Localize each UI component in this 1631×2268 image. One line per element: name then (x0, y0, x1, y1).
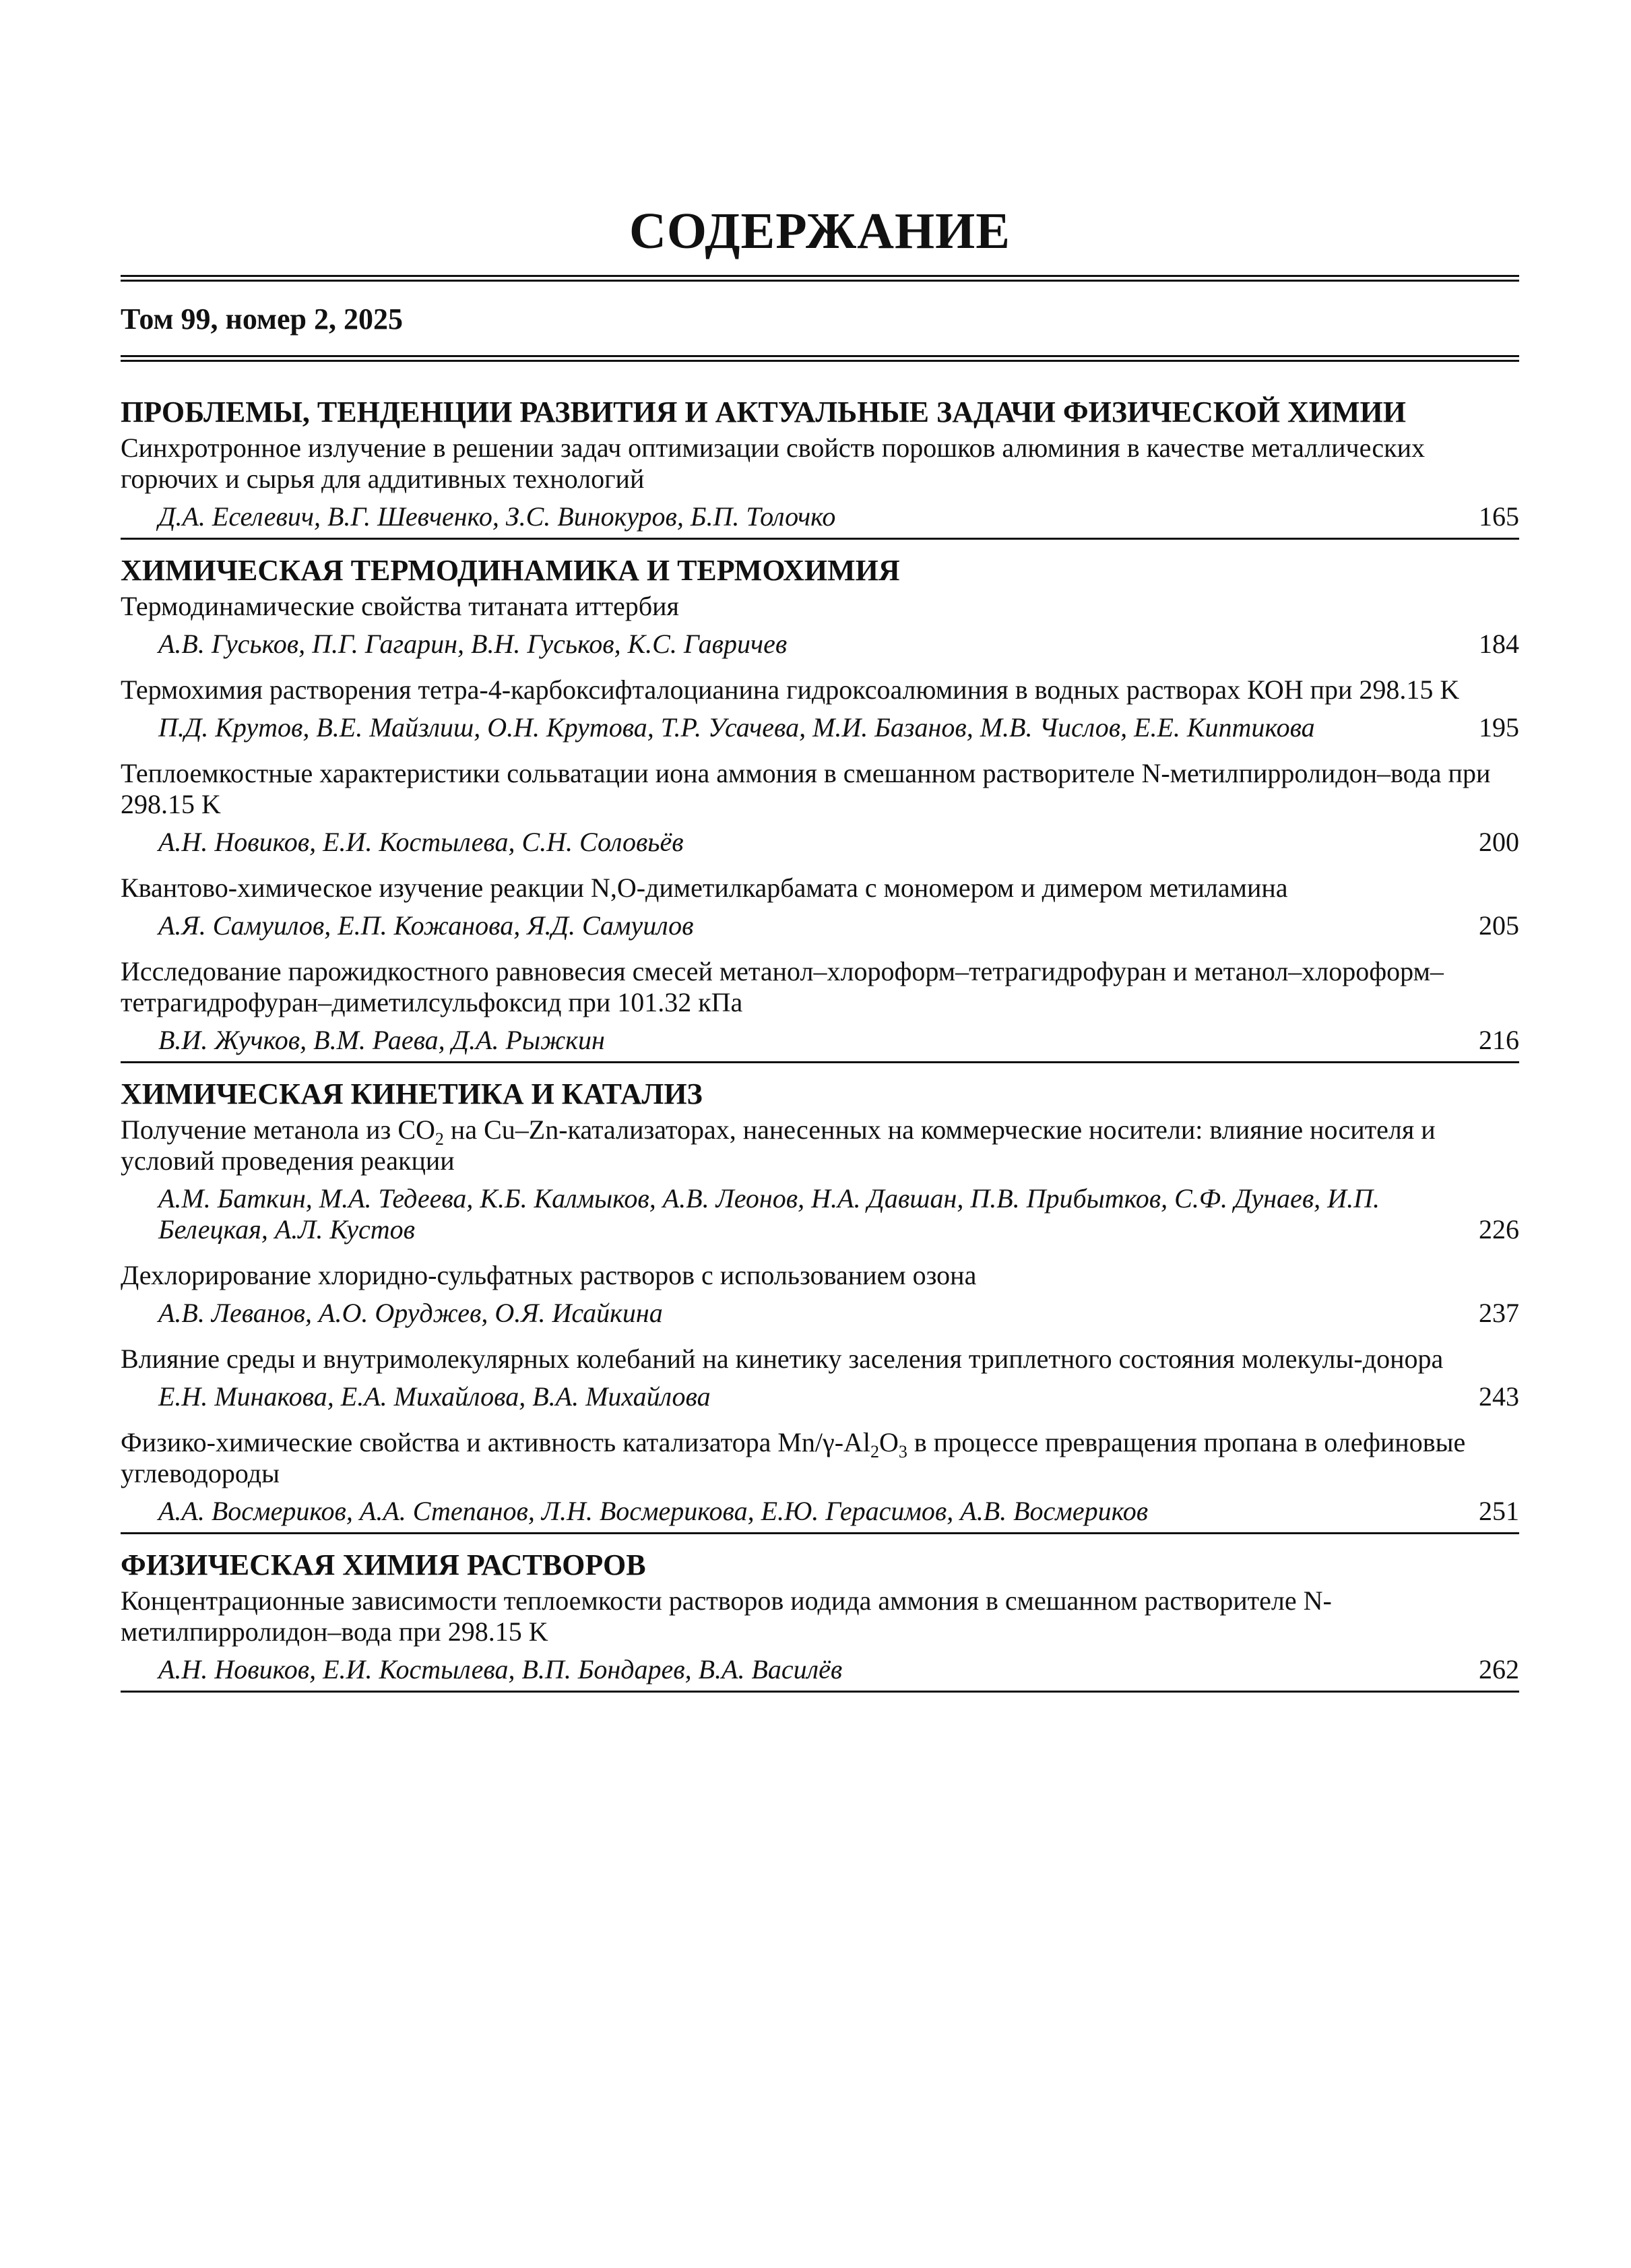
article-title: Получение метанола из $CO_2$ на Cu–Zn-катализаторах, нанесенных на коммерческие носители: влияние носителя и условий проведения реакции (121, 1114, 1436, 1176)
page-number: 205 (1479, 910, 1519, 941)
article-authors: П.Д. Крутов, В.Е. Майзлиш, О.Н. Крутова, Т.Р. Усачева, М.И. Базанов, М.В. Числов, Е.Е. Киптикова (158, 712, 1315, 743)
article-title: Термохимия растворения тетра-4-карбоксифталоцианина гидроксоалюминия в водных растворах КОН при 298.15 K (121, 674, 1460, 705)
article-entry[interactable] (121, 1260, 1519, 1329)
article-entry[interactable] (121, 758, 1519, 858)
article-title: Термодинамические свойства титаната иттербия (121, 591, 679, 621)
section-title: ФИЗИЧЕСКАЯ ХИМИЯ РАСТВОРОВ (121, 1548, 646, 1581)
article-title: Физико-химические свойства и активность катализатора $Mn/\gamma-Al_2O_3$ в процессе превращения пропана в олефиновые углеводороды (121, 1427, 1466, 1488)
article-entry[interactable] (121, 674, 1519, 743)
article-entry[interactable] (121, 873, 1519, 941)
section (121, 556, 1519, 1063)
article-entry[interactable] (121, 433, 1519, 532)
page-number: 165 (1479, 501, 1519, 532)
article-entry[interactable] (121, 591, 1519, 660)
article-authors: А.Н. Новиков, Е.И. Костылева, В.П. Бондарев, В.А. Василёв (158, 1654, 843, 1684)
article-title: Исследование парожидкостного равновесия смесей метанол–хлороформ–тетрагидрофуран и метанол–хлороформ–тетрагидрофуран–диметилсульфоксид при 101.32 кПа (121, 956, 1444, 1017)
page-number: 226 (1479, 1214, 1519, 1245)
section (121, 1550, 1519, 1693)
article-authors: В.И. Жучков, В.М. Раева, Д.А. Рыжкин (158, 1025, 605, 1055)
section (121, 398, 1519, 540)
article-authors: Е.Н. Минакова, Е.А. Михайлова, В.А. Михайлова (158, 1381, 711, 1412)
article-authors: А.В. Гуськов, П.Г. Гагарин, В.Н. Гуськов, К.С. Гавричев (158, 629, 788, 659)
article-entry[interactable] (121, 1344, 1519, 1412)
article-entry[interactable] (121, 1114, 1519, 1245)
article-entry[interactable] (121, 1585, 1519, 1685)
article-authors: А.Н. Новиков, Е.И. Костылева, С.Н. Соловьёв (158, 827, 684, 857)
article-title: Квантово-химическое изучение реакции N,O-диметилкарбамата с мономером и димером метиламина (121, 873, 1288, 903)
page-number: 262 (1479, 1654, 1519, 1684)
page-number: 251 (1479, 1496, 1519, 1526)
page-number: 195 (1479, 712, 1519, 743)
issue-info: Том 99, номер 2, 2025 (121, 303, 403, 336)
section-title: ПРОБЛЕМЫ, ТЕНДЕНЦИИ РАЗВИТИЯ И АКТУАЛЬНЫЕ ЗАДАЧИ ФИЗИЧЕСКОЙ ХИМИИ (121, 396, 1407, 429)
double-rule-bottom (121, 355, 1519, 362)
article-title: Теплоемкостные характеристики сольватации иона аммония в смешанном растворителе N-метилпирролидон–вода при 298.15 K (121, 758, 1491, 819)
page-number: 243 (1479, 1381, 1519, 1412)
article-entry[interactable] (121, 956, 1519, 1056)
contents-list (121, 398, 1519, 1709)
page-number: 184 (1479, 629, 1519, 659)
article-entry[interactable] (121, 1427, 1519, 1527)
article-authors: А.Я. Самуилов, Е.П. Кожанова, Я.Д. Самуилов (158, 910, 694, 941)
page-number: 216 (1479, 1025, 1519, 1055)
article-title: Концентрационные зависимости теплоемкости растворов иодида аммония в смешанном растворителе N-метилпирролидон–вода при 298.15 K (121, 1585, 1332, 1647)
page-number: 200 (1479, 827, 1519, 857)
section-title: ХИМИЧЕСКАЯ КИНЕТИКА И КАТАЛИЗ (121, 1077, 703, 1110)
section-title: ХИМИЧЕСКАЯ ТЕРМОДИНАМИКА И ТЕРМОХИМИЯ (121, 554, 900, 587)
page-number: 237 (1479, 1298, 1519, 1328)
article-title: Дехлорирование хлоридно-сульфатных растворов с использованием озона (121, 1260, 977, 1290)
article-title: Влияние среды и внутримолекулярных колебаний на кинетику заселения триплетного состояния молекулы-донора (121, 1344, 1444, 1374)
double-rule-top (121, 275, 1519, 282)
article-authors: Д.А. Еселевич, В.Г. Шевченко, З.С. Винокуров, Б.П. Толочко (158, 501, 836, 532)
article-authors: А.В. Леванов, А.О. Оруджев, О.Я. Исайкина (158, 1298, 663, 1328)
article-authors: А.М. Баткин, М.А. Тедеева, К.Б. Калмыков, А.В. Леонов, Н.А. Давшан, П.В. Прибытков, С.Ф. Дунаев, И.П. Белецкая, А.Л. Кустов (158, 1183, 1380, 1245)
article-title: Синхротронное излучение в решении задач оптимизации свойств порошков алюминия в качестве металлических горючих и сырья для аддитивных технологий (121, 433, 1426, 494)
section (121, 1079, 1519, 1534)
article-authors: А.А. Восмериков, А.А. Степанов, Л.Н. Восмерикова, Е.Ю. Герасимов, А.В. Восмериков (158, 1496, 1149, 1526)
page-title: СОДЕРЖАНИЕ (629, 203, 1011, 259)
